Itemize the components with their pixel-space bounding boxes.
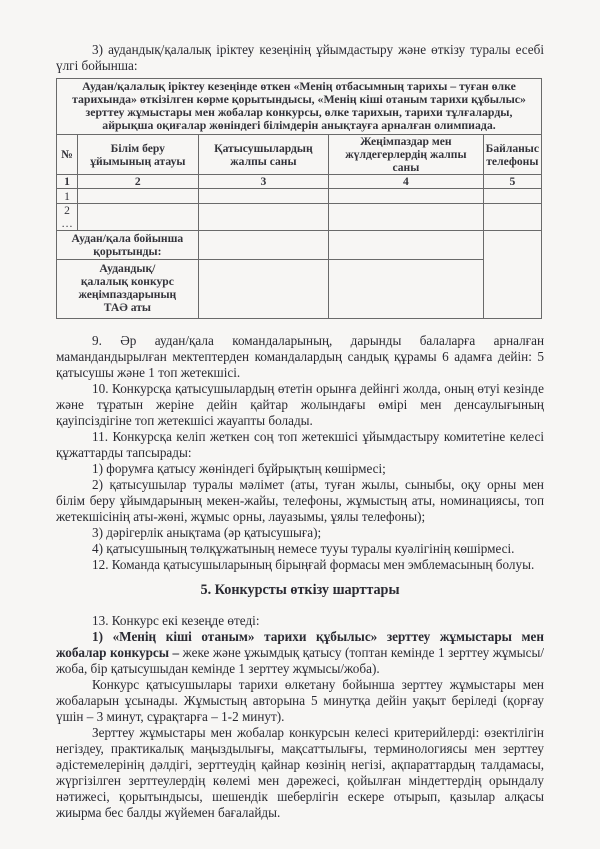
winners-label: Аудандық/қалалық конкурс жеңімпаздарының ТАӘ аты (57, 260, 199, 319)
paragraph-10: 10. Конкурсқа қатысушылардың өтетін орынға дейінгі жолда, оның өтуі кезінде және тұратын жеріне дейін қайтар жолындағы өмірі мен денсаулығының қауіпсіздігіне топ жетекшісі жауапты болады. (56, 381, 544, 428)
empty-cell (329, 204, 484, 231)
header-participants: Қатысушылардың жалпы саны (198, 135, 328, 175)
column-number-row (57, 175, 542, 189)
column-number: 2 (77, 175, 198, 189)
header-phone: Байланыс телефоны (483, 135, 541, 175)
empty-cell (483, 189, 541, 204)
summary-label: Аудан/қала бойынша қорытынды: (57, 231, 199, 260)
criteria-paragraph: Зерттеу жұмыстары мен жобалар конкурсын келесі критерийлерді: өзектілігін негіздеу, практикалық маңыздылығы, мақсаттылығы, терминологиясы мен зерттеу әдістемелерінің дәлдігі, зерттеудің қайнар көзінің негізі, ақпараттардың талдамасы, жүргізілген зерттеулердің көлемі мен дәрежесі, қойылған міндеттердің орындалу нәтижесі, қорытындысы, шешендік шеберлігін ескере отырып, қазылар алқасы жиырма бес балды жүйемен бағалайды. (56, 725, 544, 820)
paragraph-11: 11. Конкурсқа келіп жеткен соң топ жетекшісі ұйымдастыру комитетіне келесі құжаттарды тапсырады: (56, 429, 544, 460)
table-row (57, 189, 542, 204)
column-number: 1 (57, 175, 78, 189)
empty-cell (483, 204, 541, 231)
column-number: 5 (483, 175, 541, 189)
paragraph-13-item-1 (56, 629, 544, 677)
paragraph-11-item-3: 3) дәрігерлік анықтама (әр қатысушыға); (92, 525, 322, 540)
empty-cell (198, 260, 328, 319)
empty-cell (329, 189, 484, 204)
table-title: Аудан/қалалық іріктеу кезеңінде өткен «Менің отбасымның тарихы – туған өлке тарихында» өткізілген көрме қорытындысы, «Менің кіші отаным тарихи құбылыс» зерттеу жұмыстары мен жобалар конкурсы, өлке тарихын, тарихи тұлғаларды, айрықша оқиғалар жөніндегі білімдерін анықтауға арналған олимпиада. (57, 79, 542, 135)
empty-cell (198, 204, 328, 231)
header-winners: Жеңімпаздар мен жүлдегерлердің жалпы саны (329, 135, 484, 175)
empty-cell (483, 231, 541, 319)
paragraph-9: 9. Әр аудан/қала командаларының, дарынды балаларға арналған мамандандырылған мектептерден командалардың сандық құрамы 6 адамға дейін: 5 қатысушы және 1 топ жетекшісі. (56, 333, 544, 380)
contest-name-bold: 1) «Менің кіші отаным» тарихи құбылыс» зерттеу жұмыстары мен жобалар конкурсы – (56, 629, 544, 660)
paragraph-12: 12. Команда қатысушыларының бірыңғай формасы мен эмблемасының болуы. (92, 557, 535, 572)
row-number (57, 204, 78, 231)
table-header-row (57, 135, 542, 175)
paragraph-11-item-1: 1) форумға қатысу жөніндегі бұйрықтың көшірмесі; (92, 461, 386, 476)
row-number-text: 2 (64, 204, 70, 217)
column-number: 4 (329, 175, 484, 189)
table-row (57, 204, 542, 231)
header-number: № (57, 135, 78, 175)
intro-paragraph: 3) аудандық/қалалық іріктеу кезеңінің ұйымдастыру және өткізу туралы есебі үлгі бойынша: (56, 42, 544, 73)
row-number: 1 (57, 189, 78, 204)
empty-cell (77, 204, 198, 231)
contest-description: жеке және ұжымдық қатысу (топтан кемінде 1 зерттеу жұмысы/жоба, бір қатысушыдан кемінде 1 зерттеу жұмысы/жоба). (56, 645, 544, 676)
report-form-table (56, 78, 542, 319)
empty-cell (198, 231, 328, 260)
paragraph-13: 13. Конкурс екі кезеңде өтеді: (92, 613, 260, 628)
paragraph-11-item-2: 2) қатысушылар туралы мәлімет (аты, туған жылы, сыныбы, оқу орны мен білім беру ұйымдарының мекен-жайы, телефоны, жұмыстың аты, номинациясы, топ жетекшісінің аты-жөні, жұмыс орны, лауазымы, ұялы телефоны); (56, 477, 544, 524)
empty-cell (329, 260, 484, 319)
summary-row (57, 231, 542, 260)
winners-row (57, 260, 542, 319)
header-organization: Білім беру ұйымының атауы (77, 135, 198, 175)
column-number: 3 (198, 175, 328, 189)
empty-cell (77, 189, 198, 204)
section-heading: 5. Конкурсты өткізу шарттары (200, 582, 400, 598)
empty-cell (198, 189, 328, 204)
paragraph-11-item-4: 4) қатысушының төлқұжатының немесе тууы туралы куәлігінің көшірмесі. (92, 541, 515, 556)
row-ellipsis: … (61, 217, 73, 230)
empty-cell (329, 231, 484, 260)
participants-paragraph: Конкурс қатысушылары тарихи өлкетану бойынша зерттеу жұмыстары мен жобаларын ұсынады. Жұмыстың авторына 5 минутқа дейін уақыт беріледі (қорғау үшін – 3 минут, сұрақтарға – 1-2 минут). (56, 677, 544, 724)
